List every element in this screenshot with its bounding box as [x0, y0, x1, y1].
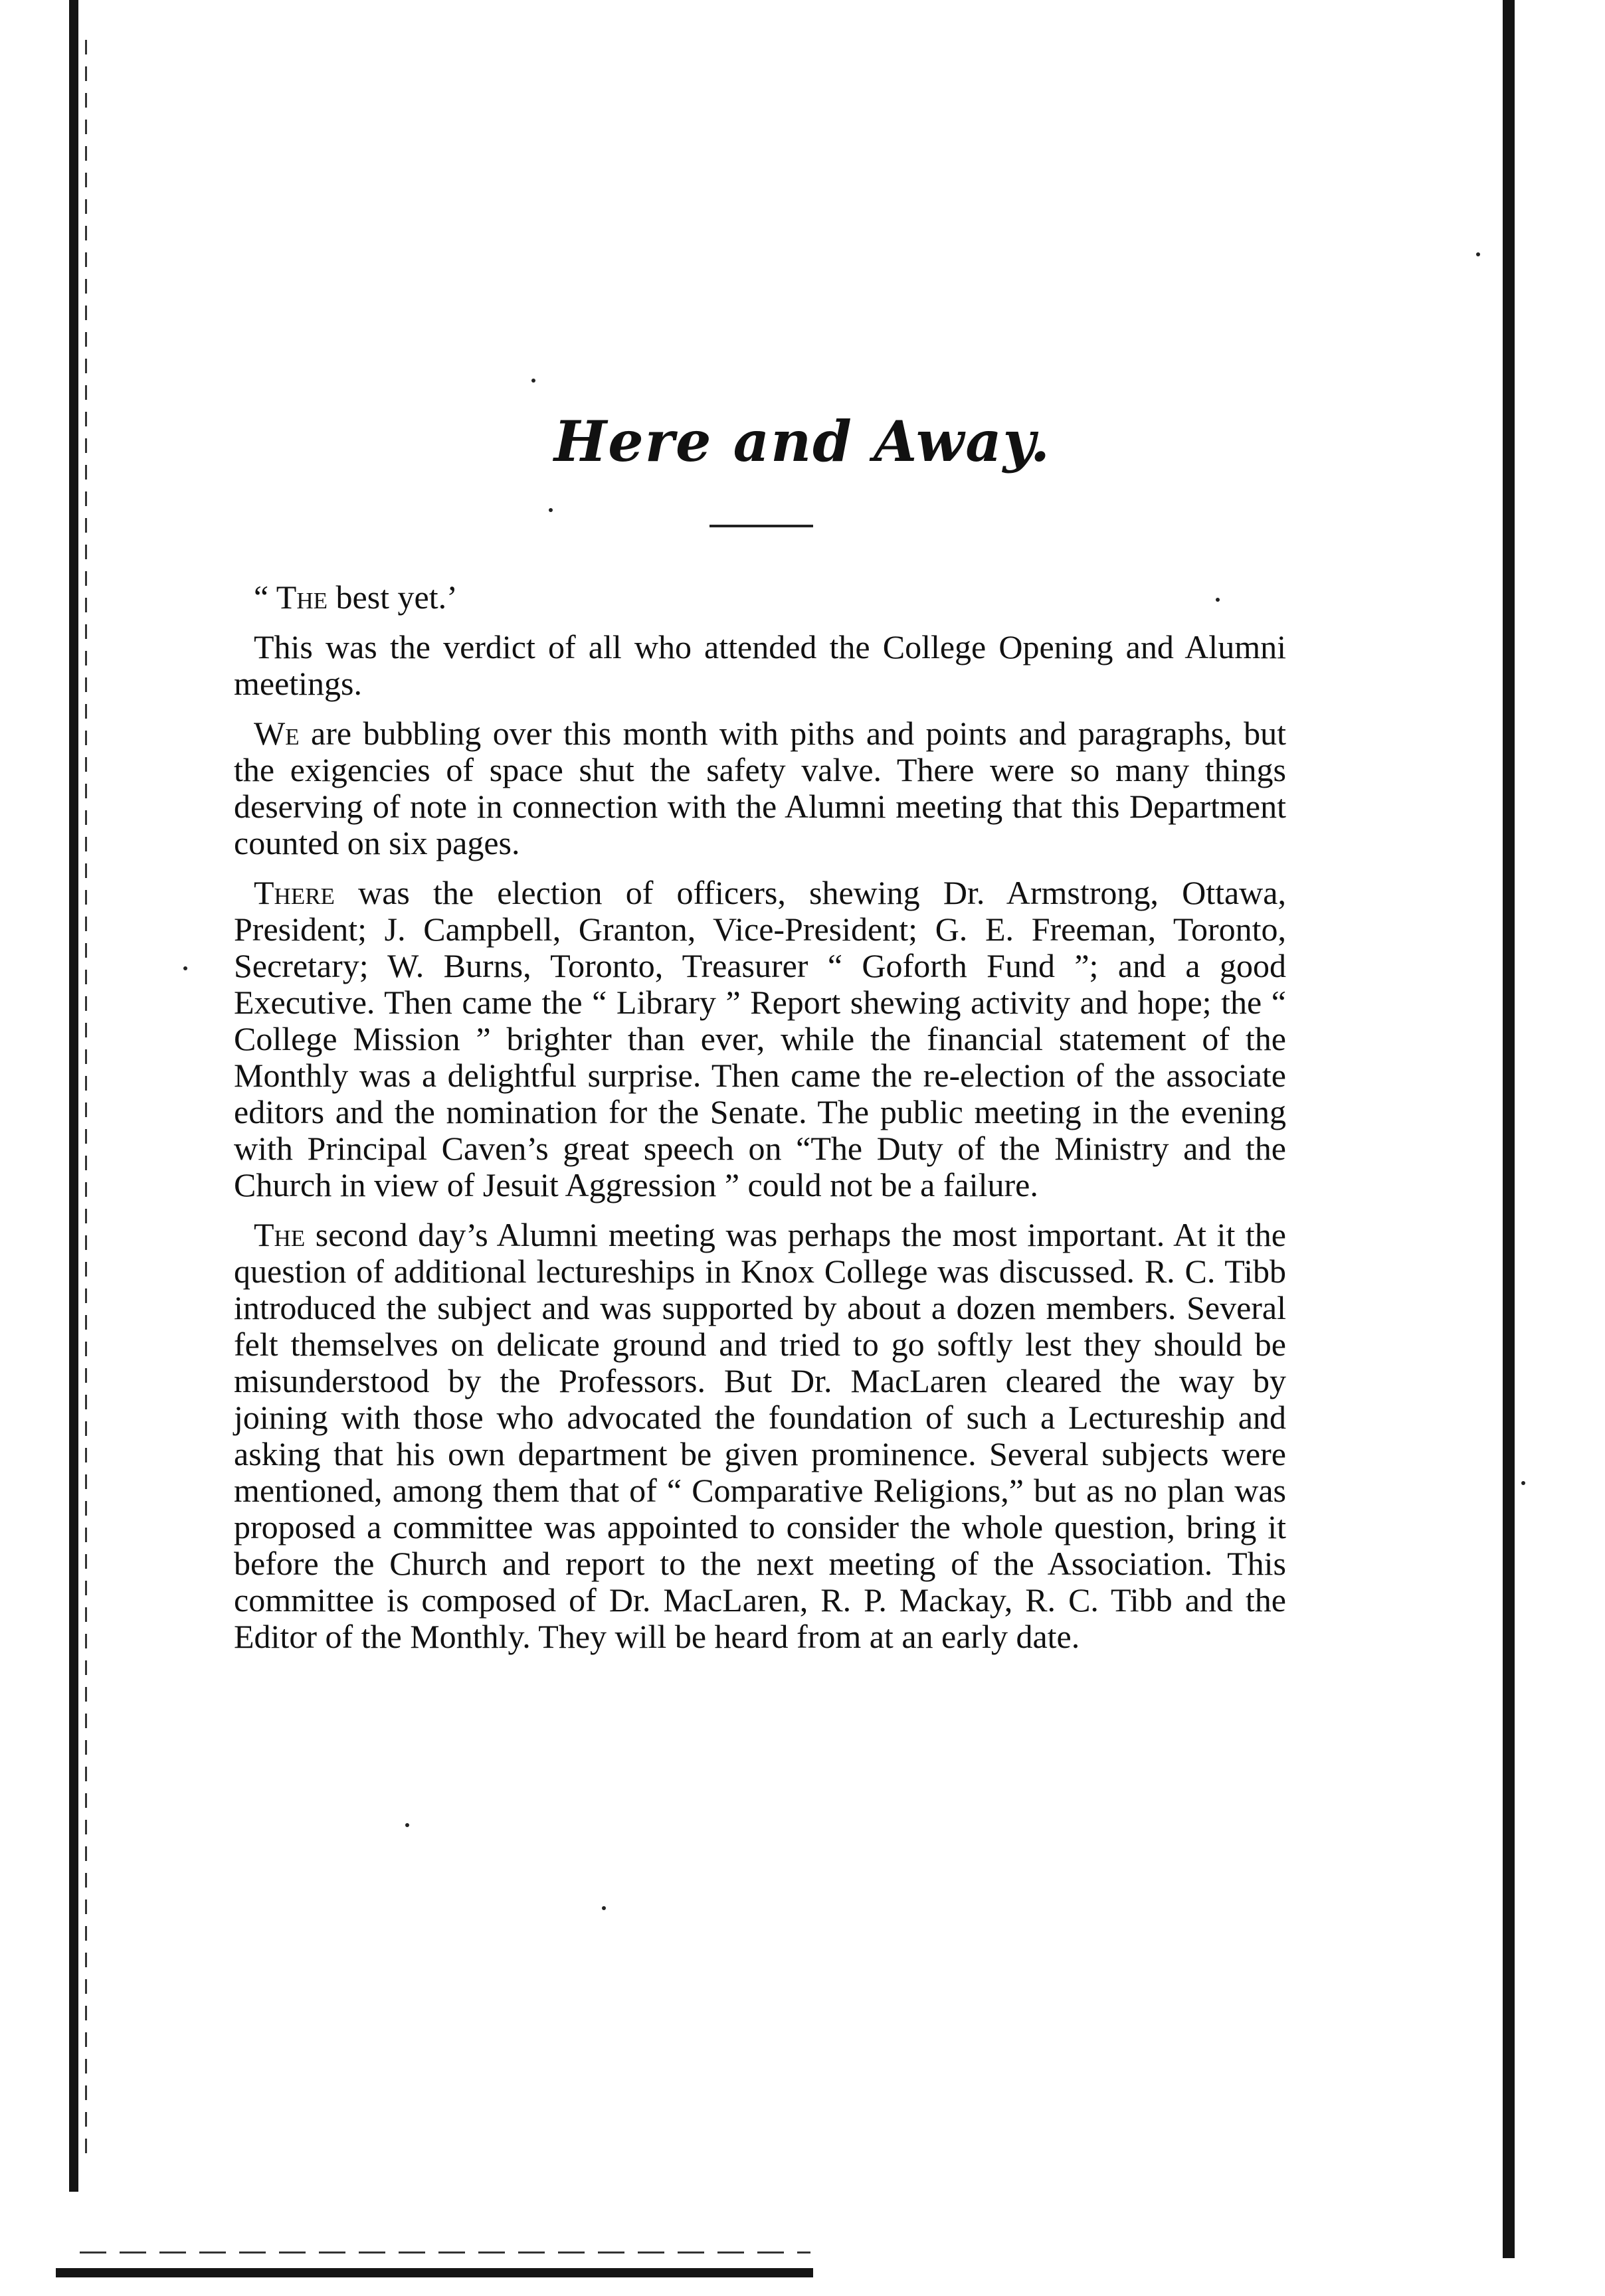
paragraph-lead: We: [254, 715, 300, 752]
scan-speck: [549, 508, 553, 512]
paragraph-text: This was the verdict of all who attended the College Opening and Alumni meetings.: [234, 628, 1286, 702]
scan-speck: [1521, 1481, 1525, 1485]
left-border-rule: [69, 0, 78, 2192]
paragraph-lead: The: [254, 1216, 306, 1253]
scan-speck: [405, 1823, 409, 1827]
paragraph-2: [234, 629, 1286, 702]
scan-speck: [1476, 252, 1480, 256]
paragraph-1: [234, 579, 1286, 616]
paragraph-5: [234, 1217, 1286, 1655]
paragraph-lead: There: [254, 874, 335, 911]
scan-speck: [602, 1906, 606, 1910]
paragraph-text: second day’s Alumni meeting was perhaps the most important. At it the question of additional lectureships in Knox College was discussed. R. C. Tibb introduced the subject and was supported by about a dozen members. Several felt themselves on delicate ground and tried to go softly lest they should be misunderstood by the Professors. But Dr. MacLaren cleared the way by joining with those who advocated the foundation of such a Lectureship and asking that his own department be given prominence. Several subjects were mentioned, among them that of “ Comparative Religions,” but as no plan was proposed a committee was appointed to consider the whole question, bring it before the Church and report to the next meeting of the Association. This committee is composed of Dr. MacLaren, R. P. Mackay, R. C. Tibb and the Editor of the Monthly. They will be heard from at an early date.: [234, 1216, 1286, 1655]
scan-speck: [531, 379, 535, 383]
bottom-border-rule: [56, 2268, 813, 2277]
right-border-rule: [1503, 0, 1515, 2258]
paragraph-text: are bubbling over this month with piths and points and paragraphs, but the exigencies of space shut the safety valve. There were so many things deserving of note in connection with the Alumni meeting that this Department counted on six pages.: [234, 715, 1286, 861]
paragraph-text: was the election of officers, shewing Dr. Armstrong, Ottawa, President; J. Campbell, Granton, Vice-President; G. E. Freeman, Toronto, Secretary; W. Burns, Toronto, Treasurer “ Goforth Fund ”; and a good Executive. Then came the “ Library ” Report shewing activity and hope; the “ College Mission ” brighter than ever, while the financial statement of the Monthly was a delightful surprise. Then came the re-election of the associate editors and the nomination for the Senate. The public meeting in the evening with Principal Caven’s great speech on “The Duty of the Ministry and the Church in view of Jesuit Aggression ” could not be a failure.: [234, 874, 1286, 1203]
paragraph-4: [234, 875, 1286, 1203]
paragraph-text: best yet.’: [328, 578, 458, 616]
paragraph-lead: “ The: [254, 578, 328, 616]
article-body: [234, 579, 1286, 1668]
paragraph-3: [234, 715, 1286, 861]
bottom-border-dashes: [80, 2252, 810, 2253]
scan-speck: [183, 966, 187, 970]
heading-divider: [709, 525, 813, 527]
page-heading: Here and Away.: [553, 408, 1052, 474]
left-border-dashes: [85, 40, 87, 2165]
